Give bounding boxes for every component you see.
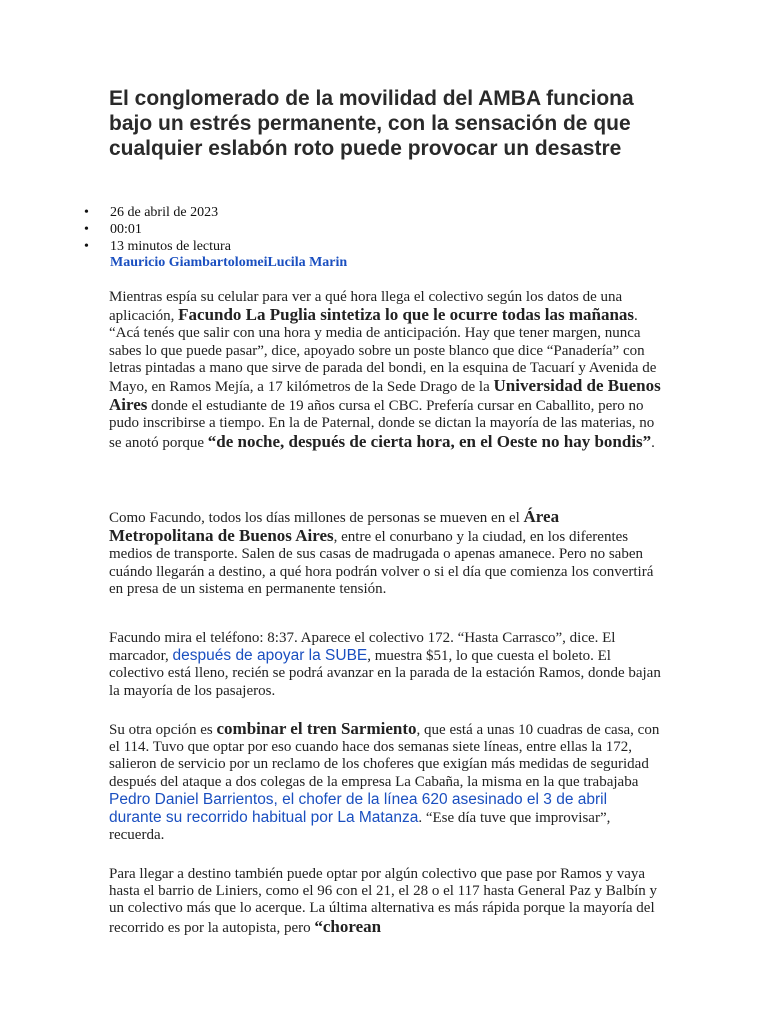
bold-highlight: Facundo La Puglia sintetiza lo que le ocurre todas las mañanas — [178, 305, 635, 325]
paragraph-text: Su otra opción es — [109, 722, 217, 738]
bullet-icon: • — [84, 222, 89, 237]
read-time-text: 13 minutos de lectura — [110, 239, 231, 254]
bold-highlight: “chorean — [314, 916, 382, 936]
bullet-icon: • — [84, 239, 89, 254]
paragraph-text: Para llegar a destino también puede optar por algún colectivo que pase por Ramos y vaya hasta el barrio de Liniers, como el 96 con el 21, el 28 o el 117 hasta General Paz y Balbín y un colectivo más que lo acerque. La última alternativa es más rápida porque la mayoría del recorrido es por la autopista, pero — [109, 866, 658, 936]
paragraph-text: Como Facundo, todos los días millones de personas se mueven en el — [109, 510, 524, 526]
body-paragraph — [109, 508, 661, 598]
meta-time — [84, 221, 231, 238]
article-link[interactable]: después de apoyar la SUBE — [172, 647, 368, 665]
paragraph-text: , muestra $51, lo que cuesta el boleto. El colectivo está lleno, recién se podrá avanzar en la parada de la estación Ramos, donde bajan la mayoría de los pasajeros. — [109, 648, 661, 699]
paragraph-text: . “Ese día tuve que improvisar”, recuerda. — [109, 810, 611, 844]
headline: El conglomerado de la movilidad del AMBA funciona bajo un estrés permanente, con la sensación de que cualquier eslabón roto puede provocar un desastre — [109, 87, 634, 160]
article-meta — [84, 204, 231, 255]
paragraph-text: donde el estudiante de 19 años cursa el CBC. Prefería cursar en Caballito, pero no pudo inscribirse a tiempo. En la de Paternal, donde se dictan la mayoría de las materias, no se anotó porque — [109, 398, 655, 451]
author-byline — [110, 255, 347, 271]
paragraph-text: Mientras espía su celular para ver a qué hora llega el colectivo según los datos de una aplicación, — [109, 289, 623, 325]
bold-highlight: Área Metropolitana de Buenos Aires — [109, 507, 560, 546]
bold-highlight: Universidad de Buenos Aires — [109, 376, 661, 415]
paragraph-text: , entre el conurbano y la ciudad, en los diferentes medios de transporte. Salen de sus casas de madrugada o apenas amanece. Pero no saben cuándo llegarán a destino, a qué hora podrán volver o si el día que comienza los convertirá en presa de un sistema en permanente tensión. — [109, 529, 654, 597]
paragraph-text: , que está a unas 10 cuadras de casa, con el 114. Tuvo que optar por eso cuando hace dos semanas siete líneas, entre ellas la 172, salieron de servicio por un reclamo de los choferes que exigían más medidas de seguridad después del ataque a dos colegas de la empresa La Cabaña, la misma en la que trabajaba — [109, 722, 660, 790]
body-paragraph — [109, 289, 661, 452]
time-text: 00:01 — [110, 222, 142, 237]
paragraph-text: . “Acá tenés que salir con una hora y media de anticipación. Hay que tener margen, nunca sabes lo que puede pasar”, dice, apoyado sobre un poste blanco que dice “Panadería” con letras pintadas a mano que sirve de parada del bondi, en la esquina de Tacuarí y Avenida de Mayo, en Ramos Mejía, a 17 kilómetros de la Sede Drago de la — [109, 308, 657, 396]
body-paragraph — [109, 720, 661, 844]
bullet-icon: • — [84, 205, 89, 220]
date-text: 26 de abril de 2023 — [110, 205, 219, 220]
bold-highlight: “de noche, después de cierta hora, en el Oeste no hay bondis” — [207, 431, 652, 451]
article-link[interactable]: Pedro Daniel Barrientos, el chofer de la línea 620 asesinado el 3 de abril durante su recorrido habitual por La Matanza — [109, 790, 608, 827]
body-paragraph — [109, 630, 661, 700]
paragraph-text: . — [651, 434, 655, 451]
meta-date — [84, 204, 231, 221]
body-paragraph — [109, 866, 661, 937]
bold-highlight: combinar el tren Sarmiento — [216, 719, 417, 738]
meta-read-time — [84, 238, 231, 255]
author-link[interactable]: Lucila Marin — [267, 255, 348, 270]
paragraph-text: Facundo mira el teléfono: 8:37. Aparece el colectivo 172. “Hasta Carrasco”, dice. El marcador, — [109, 630, 616, 665]
author-link[interactable]: Mauricio Giambartolomei — [110, 255, 268, 270]
